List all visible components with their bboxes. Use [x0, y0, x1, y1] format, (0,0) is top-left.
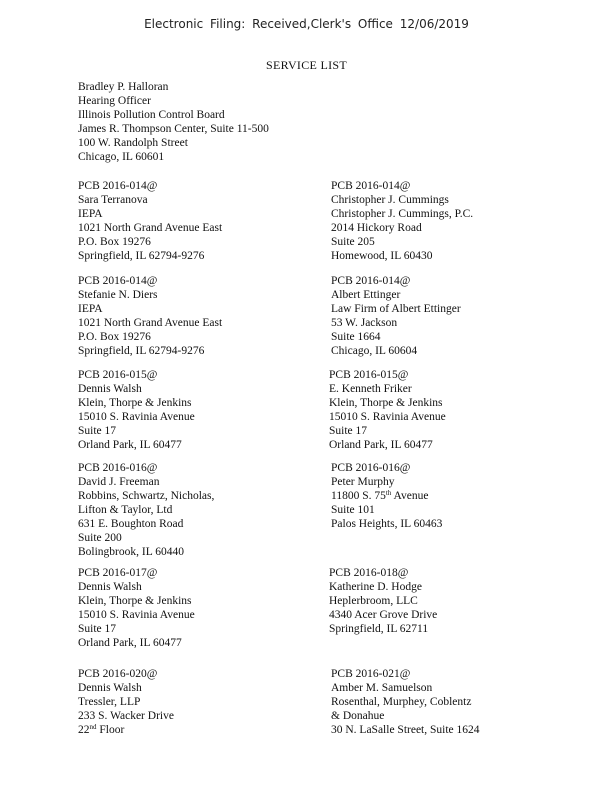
case-number: PCB 2016-021@	[331, 668, 411, 680]
address-line: 2014 Hickory Road	[331, 222, 422, 234]
contact-name: Albert Ettinger	[331, 289, 401, 301]
service-entry	[78, 667, 174, 737]
city-state-zip: Springfield, IL 62711	[329, 623, 429, 635]
street-number: 11800 S. 75	[331, 490, 386, 502]
case-number: PCB 2016-014@	[78, 275, 158, 287]
service-entry	[331, 179, 473, 263]
organization: Klein, Thorpe & Jenkins	[329, 397, 443, 409]
address-line: Suite 200	[78, 532, 122, 544]
organization: Tressler, LLP	[78, 696, 141, 708]
officer-org: Illinois Pollution Control Board	[78, 109, 225, 121]
officer-city: Chicago, IL 60601	[78, 151, 165, 163]
ordinal-suffix: th	[385, 489, 392, 497]
case-number: PCB 2016-014@	[78, 180, 158, 192]
contact-name: Dennis Walsh	[78, 383, 142, 395]
city-state-zip: Springfield, IL 62794-9276	[78, 250, 205, 262]
contact-name: Katherine D. Hodge	[329, 581, 422, 593]
organization-cont: & Donahue	[331, 710, 385, 722]
address-line: 30 N. LaSalle Street, Suite 1624	[331, 724, 480, 736]
organization: Klein, Thorpe & Jenkins	[78, 397, 192, 409]
service-entry	[78, 274, 222, 358]
city-state-zip: Palos Heights, IL 60463	[331, 518, 443, 530]
city-state-zip: Chicago, IL 60604	[331, 345, 418, 357]
service-entry	[331, 274, 461, 358]
service-entry	[331, 461, 442, 531]
contact-name: Amber M. Samuelson	[331, 682, 433, 694]
organization: Heplerbroom, LLC	[329, 595, 418, 607]
address-line: P.O. Box 19276	[78, 236, 151, 248]
electronic-filing-header: Electronic Filing: Received,Clerk's Office 12/06/2019	[144, 17, 469, 31]
address-line: Suite 17	[78, 623, 117, 635]
case-number: PCB 2016-015@	[78, 369, 158, 381]
case-number: PCB 2016-017@	[78, 567, 158, 579]
address-line: Suite 17	[329, 425, 368, 437]
case-number: PCB 2016-016@	[78, 462, 158, 474]
contact-name: Dennis Walsh	[78, 581, 142, 593]
organization-cont: Lifton & Taylor, Ltd	[78, 504, 173, 516]
service-list-title: SERVICE LIST	[266, 58, 347, 72]
address-line: Suite 101	[331, 504, 375, 516]
address-line	[78, 723, 174, 737]
service-entry	[329, 368, 446, 452]
address-line: 631 E. Boughton Road	[78, 518, 184, 530]
service-entry	[78, 179, 222, 263]
case-number: PCB 2016-014@	[331, 180, 411, 192]
contact-name: Peter Murphy	[331, 476, 395, 488]
address-line: 15010 S. Ravinia Avenue	[329, 411, 446, 423]
city-state-zip: Orland Park, IL 60477	[329, 439, 433, 451]
city-state-zip: Orland Park, IL 60477	[78, 637, 182, 649]
address-line	[331, 489, 442, 503]
hearing-officer-block	[78, 80, 269, 164]
organization: Law Firm of Albert Ettinger	[331, 303, 461, 315]
city-state-zip: Homewood, IL 60430	[331, 250, 433, 262]
service-entry	[331, 667, 480, 737]
service-entry	[78, 461, 214, 559]
address-line: 233 S. Wacker Drive	[78, 710, 174, 722]
floor-number: 22	[78, 724, 90, 736]
service-entry	[78, 368, 195, 452]
city-state-zip: Springfield, IL 62794-9276	[78, 345, 205, 357]
contact-name: Sara Terranova	[78, 194, 148, 206]
address-line: 53 W. Jackson	[331, 317, 398, 329]
address-line: 15010 S. Ravinia Avenue	[78, 411, 195, 423]
address-line: 1021 North Grand Avenue East	[78, 222, 223, 234]
organization: IEPA	[78, 303, 103, 315]
case-number: PCB 2016-014@	[331, 275, 411, 287]
case-number: PCB 2016-020@	[78, 668, 158, 680]
city-state-zip: Bolingbrook, IL 60440	[78, 546, 184, 558]
contact-name: E. Kenneth Friker	[329, 383, 412, 395]
address-line: Suite 17	[78, 425, 117, 437]
contact-name: Stefanie N. Diers	[78, 289, 158, 301]
address-line: 4340 Acer Grove Drive	[329, 609, 438, 621]
address-line: Suite 1664	[331, 331, 381, 343]
service-entry	[329, 566, 437, 636]
ordinal-suffix: nd	[89, 723, 97, 731]
organization: IEPA	[78, 208, 103, 220]
address-line: 1021 North Grand Avenue East	[78, 317, 223, 329]
floor-label: Floor	[96, 724, 125, 736]
officer-address-1: James R. Thompson Center, Suite 11-500	[78, 123, 269, 135]
organization: Klein, Thorpe & Jenkins	[78, 595, 192, 607]
city-state-zip: Orland Park, IL 60477	[78, 439, 182, 451]
organization: Christopher J. Cummings, P.C.	[331, 208, 474, 220]
officer-title: Hearing Officer	[78, 95, 151, 107]
officer-address-2: 100 W. Randolph Street	[78, 137, 188, 149]
contact-name: Christopher J. Cummings	[331, 194, 449, 206]
case-number: PCB 2016-016@	[331, 462, 411, 474]
contact-name: David J. Freeman	[78, 476, 160, 488]
address-line: Suite 205	[331, 236, 375, 248]
service-entry	[78, 566, 195, 650]
address-line: 15010 S. Ravinia Avenue	[78, 609, 195, 621]
organization: Robbins, Schwartz, Nicholas,	[78, 490, 215, 502]
address-line: P.O. Box 19276	[78, 331, 151, 343]
street-type: Avenue	[391, 490, 429, 502]
organization: Rosenthal, Murphey, Coblentz	[331, 696, 472, 708]
case-number: PCB 2016-015@	[329, 369, 409, 381]
contact-name: Dennis Walsh	[78, 682, 142, 694]
officer-name: Bradley P. Halloran	[78, 81, 169, 93]
case-number: PCB 2016-018@	[329, 567, 409, 579]
